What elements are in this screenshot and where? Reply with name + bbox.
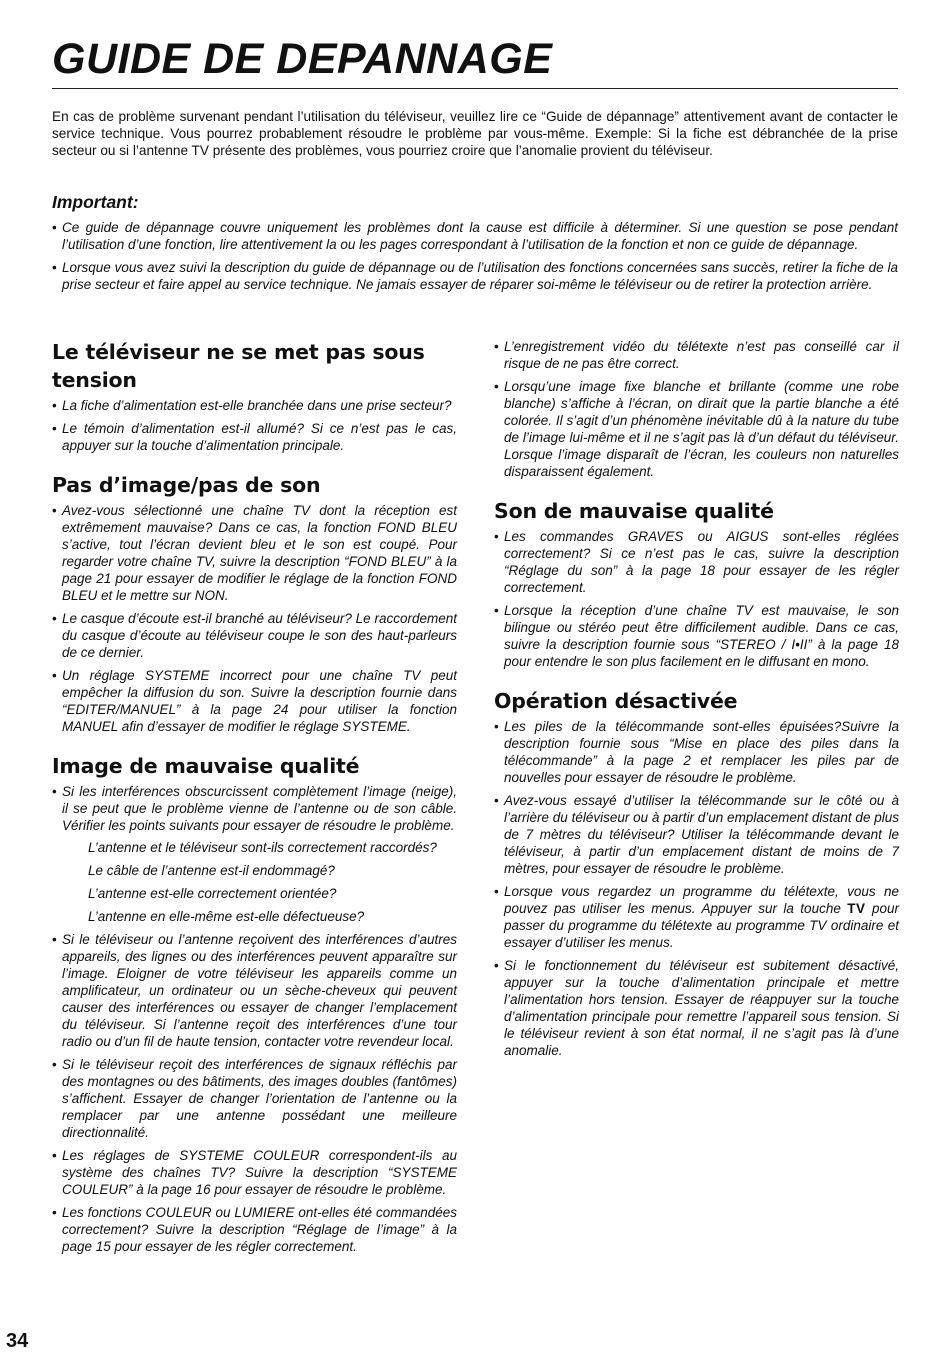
- bullet-icon: •: [52, 421, 57, 436]
- bullet-icon: •: [52, 398, 57, 413]
- section-heading: Image de mauvaise qualité: [52, 754, 360, 778]
- list-item: • Si le téléviseur reçoit des interférences de signaux réfléchis par des montagnes ou des bâtiments, des images doubles (fantômes) s’affichent. Essayer de changer l’orientation de l’antenne ou la remplacer par une antenne possédant une meilleure directionnalité.: [52, 1057, 457, 1140]
- section-heading: Opération désactivée: [494, 689, 738, 713]
- list-item: • Si le téléviseur ou l’antenne reçoivent des interférences d’autres appareils, des lignes ou des interférences peuvent apparaître sur l’image. Eloigner de votre téléviseur les appareils comme un amplificateur, un ordinateur ou un sèche-cheveux qui peuvent causer des interférences ou essayer de changer l’emplacement du téléviseur. Si l’antenne reçoit des interférences d’une tour radio ou d’un fil de haute tension, contacter votre revendeur local.: [52, 932, 457, 1049]
- section-heading: Pas d’image/pas de son: [52, 473, 321, 497]
- list-item: • Les réglages de SYSTEME COULEUR correspondent-ils au système des chaînes TV? Suivre la description “SYSTEME COULEUR” à la page 16 pour essayer de résoudre le problème.: [52, 1148, 457, 1197]
- section-poor-picture: [52, 752, 457, 1255]
- bullet-icon: •: [52, 1057, 57, 1072]
- list-item: • Un réglage SYSTEME incorrect pour une chaîne TV peut empêcher la diffusion du son. Suivre la description fournie dans “EDITER/MANUEL” à la page 24 pour utiliser la fonction MANUEL afin d’essayer de modifier le réglage SYSTEME.: [52, 668, 457, 734]
- list-item: • L’enregistrement vidéo du télétexte n’est pas conseillé car il risque de ne pas être correct.: [494, 339, 899, 371]
- section-picture-continued: [494, 338, 899, 480]
- list-item: • Les commandes GRAVES ou AIGUS sont-elles réglées correctement? Si ce n’est pas le cas, suivre la description “Réglage du son” à la page 18 pour essayer de les régler correctement.: [494, 529, 899, 595]
- important-list: [52, 219, 898, 293]
- bullet-icon: •: [52, 220, 57, 235]
- bullet-icon: •: [52, 503, 57, 518]
- list-item: • Lorsque vous avez suivi la description du guide de dépannage ou de l’utilisation des fonctions concernées sans succès, retirer la fiche de la prise secteur et faire appel au service technique. Ne jamais essayer de réparer soi-même le téléviseur ou de retirer la protection arrière.: [52, 260, 898, 292]
- list-item: • Les fonctions COULEUR ou LUMIERE ont-elles été commandées correctement? Suivre la description “Réglage de l’image” à la page 15 pour essayer de les régler correctement.: [52, 1205, 457, 1254]
- bullet-icon: •: [494, 379, 499, 394]
- list-item: • Avez-vous sélectionné une chaîne TV dont la réception est extrêmement mauvaise? Dans ce cas, la fonction FOND BLEU s’active, tout l’écran devient bleu et le son est coupé. Pour regarder votre chaîne TV, suivre la description “FOND BLEU” à la page 21 pour essayer de modifier le réglage de la fonction FOND BLEU et le mettre sur NON.: [52, 503, 457, 603]
- list-item: • Lorsque la réception d’une chaîne TV est mauvaise, le son bilingue ou stéréo peut être difficilement audible. Dans ce cas, suivre la description fournie sous “STEREO / I•II” à la page 18 pour entendre le son plus facilement en le diffusant en mono.: [494, 603, 899, 669]
- list-item: • Les piles de la télécommande sont-elles épuisées?Suivre la description fournie sous “Mise en place des piles dans la télécommande” à la page 2 et remplacer les piles par de nouvelles pour essayer de résoudre le problème.: [494, 719, 899, 785]
- bullet-icon: •: [494, 529, 499, 544]
- important-heading: Important:: [52, 192, 139, 212]
- list-item: • Avez-vous essayé d’utiliser la télécommande sur le côté ou à l’arrière du téléviseur ou à partir d’un emplacement distant de plus de 7 mètres du téléviseur? Utiliser la télécommande devant le téléviseur, à partir d’un emplacement distant de moins de 7 mètres, pour essayer de résoudre le problème.: [494, 793, 899, 876]
- intro-paragraph: En cas de problème survenant pendant l’utilisation du téléviseur, veuillez lire ce “Guide de dépannage” attentivement avant de contacter le service technique. Vous pourrez probablement résoudre le problème par vous-même. Exemple: Si la fiche est débranchée de la prise secteur ou si l’antenne TV présente des problèmes, vous pourriez croire que l’anomalie provient du téléviseur.: [52, 109, 898, 158]
- section-heading: Son de mauvaise qualité: [494, 499, 774, 523]
- section-poor-sound: [494, 497, 899, 670]
- list-item: • Le témoin d’alimentation est-il allumé? Si ce n’est pas le cas, appuyer sur la touche d’alimentation principale.: [52, 421, 457, 453]
- bullet-icon: •: [52, 611, 57, 626]
- section-heading: Le téléviseur ne se met pas sous tension: [52, 340, 425, 392]
- bullet-icon: •: [494, 719, 499, 734]
- bullet-icon: •: [52, 932, 57, 947]
- bullet-icon: •: [494, 603, 499, 618]
- bullet-icon: •: [494, 884, 499, 899]
- page-number: 34: [6, 1330, 29, 1352]
- title-rule: [52, 88, 898, 89]
- bullet-icon: •: [494, 793, 499, 808]
- list-item: • La fiche d’alimentation est-elle branchée dans une prise secteur?: [52, 398, 452, 413]
- check-item: L’antenne en elle-même est-elle défectueuse?: [88, 909, 365, 924]
- left-column: [52, 338, 457, 1255]
- list-item: • Lorsque vous regardez un programme du télétexte, vous ne pouvez pas utiliser les menus. Appuyer sur la touche TV pour passer du programme du télétexte au programme TV ordinaire et essayer d’utiliser les menus.: [494, 884, 899, 950]
- bullet-icon: •: [52, 1148, 57, 1163]
- check-item: L’antenne est-elle correctement orientée?: [88, 886, 337, 901]
- section-no-power: [52, 338, 457, 454]
- check-item: Le câble de l’antenne est-il endommagé?: [88, 863, 335, 878]
- tv-key-label: TV: [847, 901, 866, 916]
- bullet-icon: •: [52, 784, 57, 799]
- section-no-picture-no-sound: [52, 471, 457, 735]
- bullet-icon: •: [52, 1205, 57, 1220]
- bullet-icon: •: [52, 668, 57, 683]
- list-item: • Ce guide de dépannage couvre uniquement les problèmes dont la cause est difficile à déterminer. Si une question se pose pendant l’utilisation d’une fonction, lire attentivement la ou les pages correspondant à l’utilisation de la fonction et non ce guide de dépannage.: [52, 220, 898, 252]
- antenna-checklist: [88, 839, 457, 925]
- list-item: • Le casque d’écoute est-il branché au téléviseur? Le raccordement du casque d’écoute au téléviseur coupe le son des haut-parleurs de ce dernier.: [52, 611, 457, 660]
- important-box: [52, 192, 898, 293]
- check-item: L’antenne et le téléviseur sont-ils correctement raccordés?: [88, 840, 437, 855]
- bullet-icon: •: [494, 958, 499, 973]
- bullet-icon: •: [494, 339, 499, 354]
- list-item: • Si les interférences obscurcissent complètement l’image (neige), il se peut que le problème vienne de l’antenne ou de son câble. Vérifier les points suivants pour essayer de résoudre le problème.: [52, 784, 457, 833]
- right-column: [494, 338, 899, 1059]
- list-item: • Si le fonctionnement du téléviseur est subitement désactivé, appuyer sur la touche d’alimentation principale et mettre l’alimentation hors tension. Essayer de réappuyer sur la touche d’alimentation principale pour remettre l’appareil sous tension. Si le téléviseur revient à son état normal, il ne s’agit pas là d’une anomalie.: [494, 958, 899, 1058]
- page-title: GUIDE DE DEPANNAGE: [52, 35, 553, 83]
- bullet-icon: •: [52, 260, 57, 275]
- list-item: • Lorsqu’une image fixe blanche et brillante (comme une robe blanche) s’affiche à l’écran, on dirait que la partie blanche a été colorée. Il s’agit d’un phénomène inévitable dû à la nature du tube de l’image lui-même et il ne s’agit pas là d’un défaut du téléviseur. Lorsque l’image disparaît de l’écran, les couleurs non naturelles disparaissent également.: [494, 379, 899, 479]
- section-operation-disabled: [494, 687, 899, 1059]
